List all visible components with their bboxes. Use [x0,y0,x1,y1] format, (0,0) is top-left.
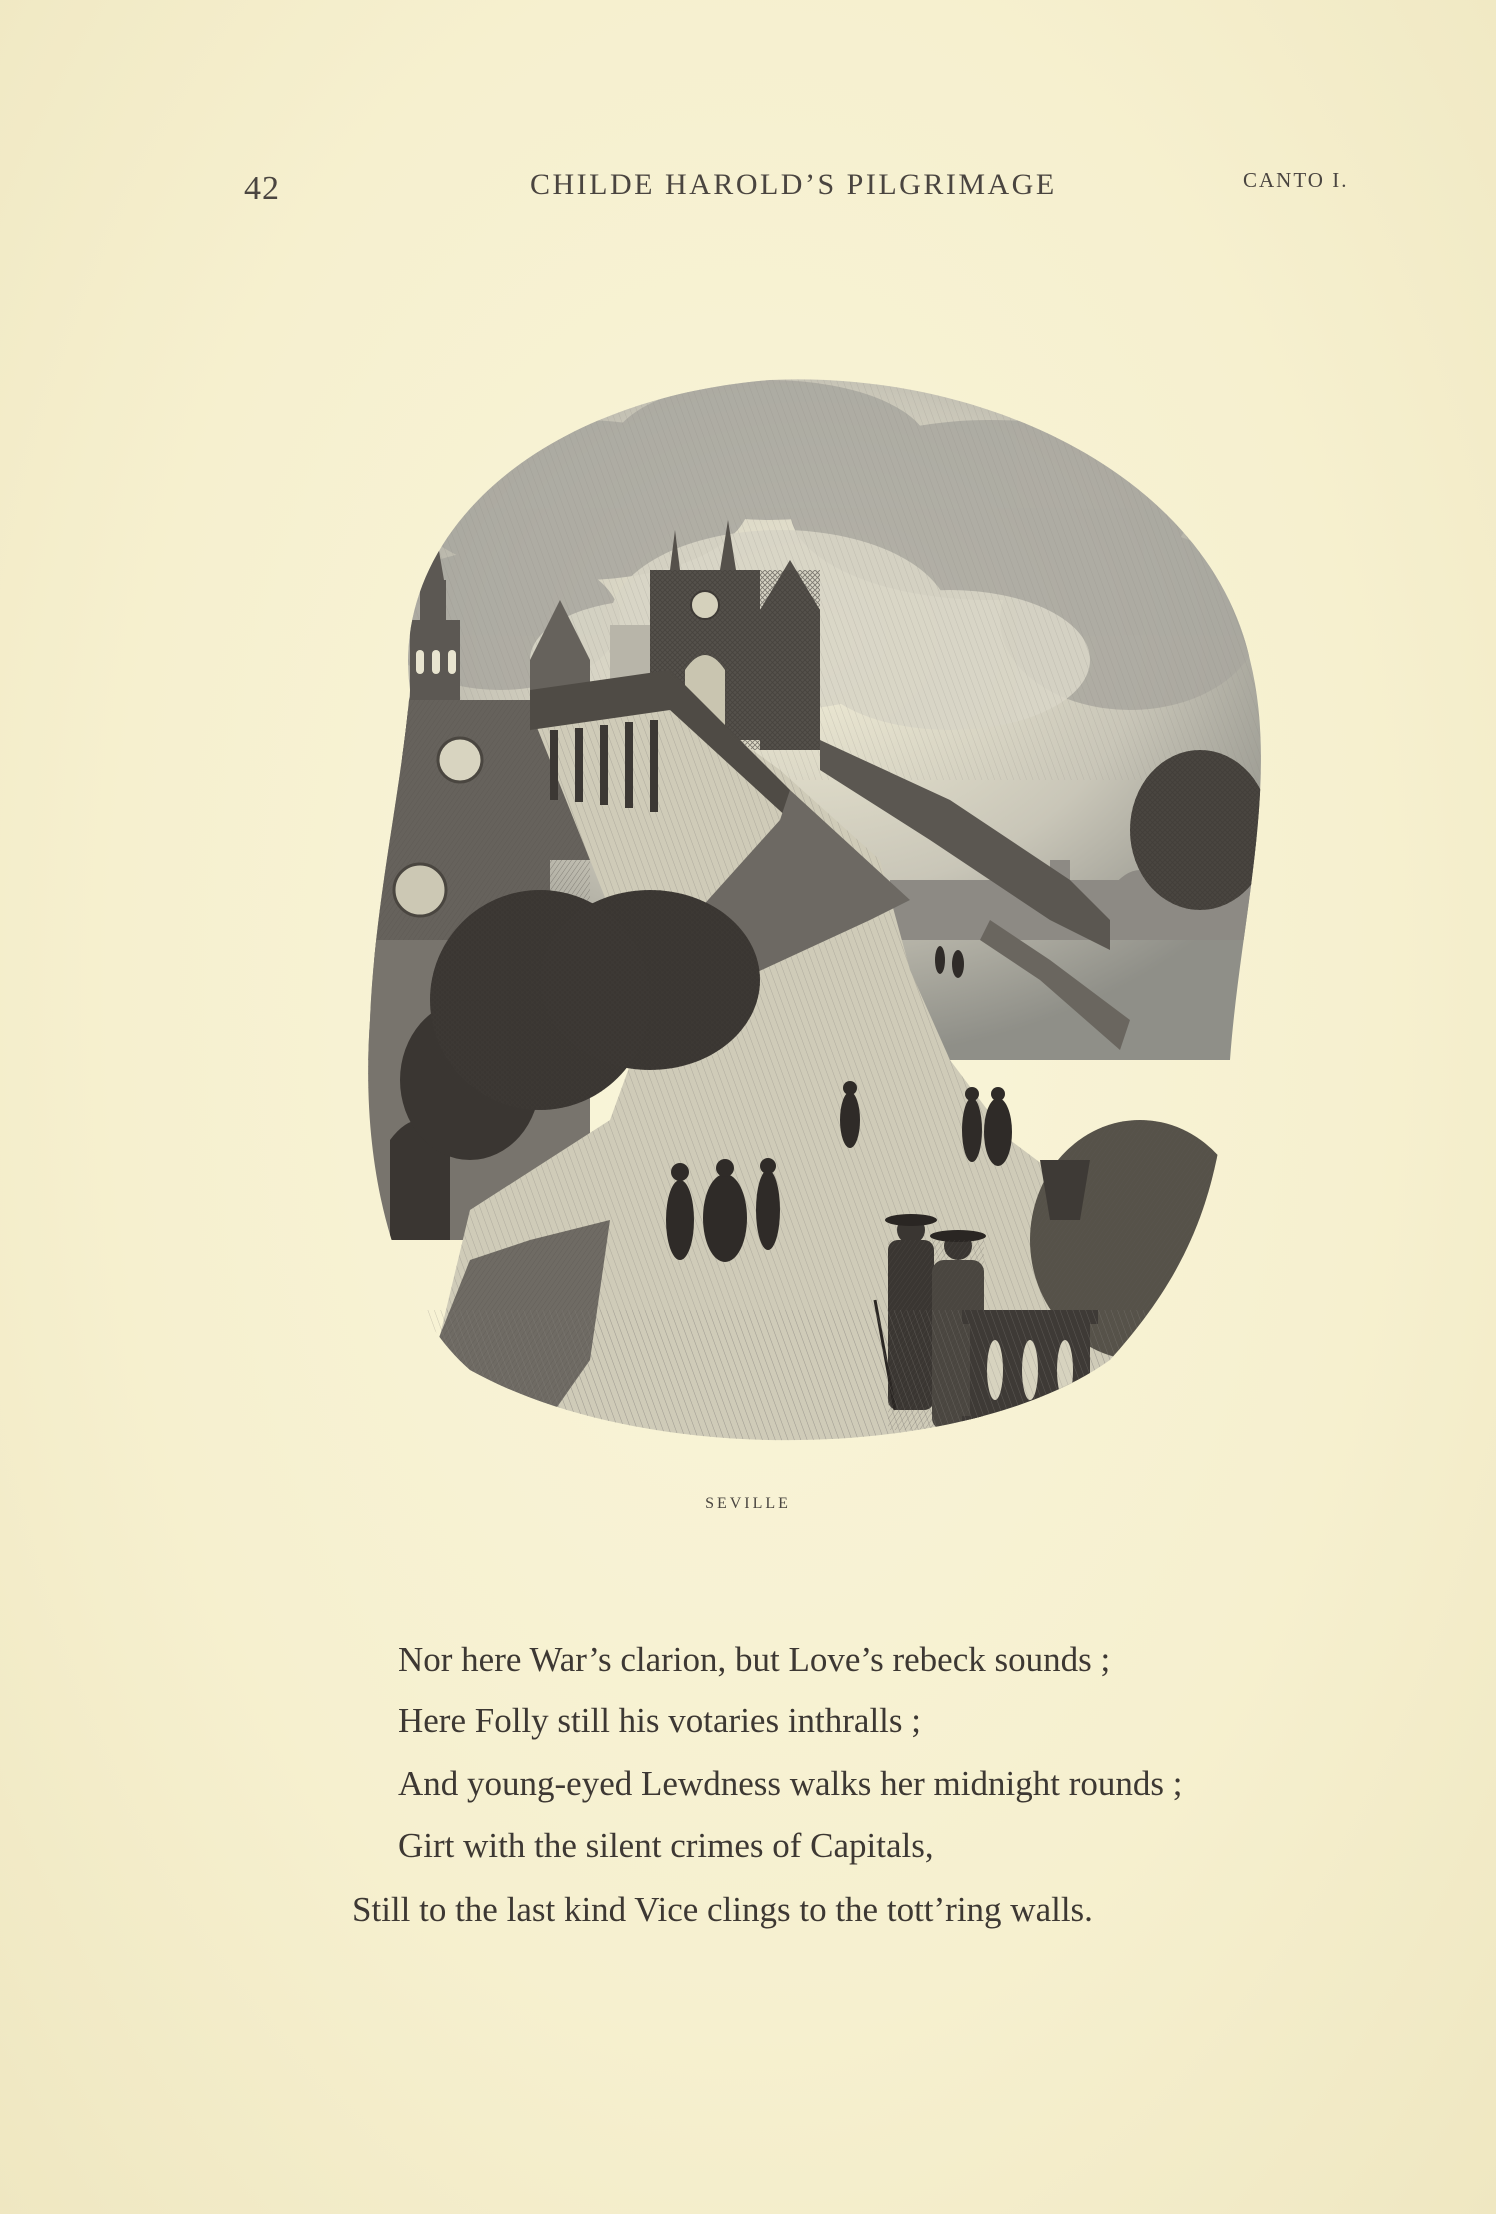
verse-line: Girt with the silent crimes of Capitals, [398,1826,934,1865]
canto-label: CANTO I. [1243,168,1349,192]
running-head [0,160,1496,210]
verse-line: Here Folly still his votaries inthralls ; [398,1701,922,1740]
verse-line: And young-eyed Lewdness walks her midnight rounds ; [398,1764,1183,1803]
illustration-caption: SEVILLE [705,1495,791,1512]
verse-line: Nor here War’s clarion, but Love’s rebeck sounds ; [398,1640,1111,1679]
page-number: 42 [244,170,280,207]
verse-line: Still to the last kind Vice clings to the tott’ring walls. [352,1890,1093,1929]
seville-engraving [350,360,1270,1480]
book-title: CHILDE HAROLD’S PILGRIMAGE [530,168,1057,201]
